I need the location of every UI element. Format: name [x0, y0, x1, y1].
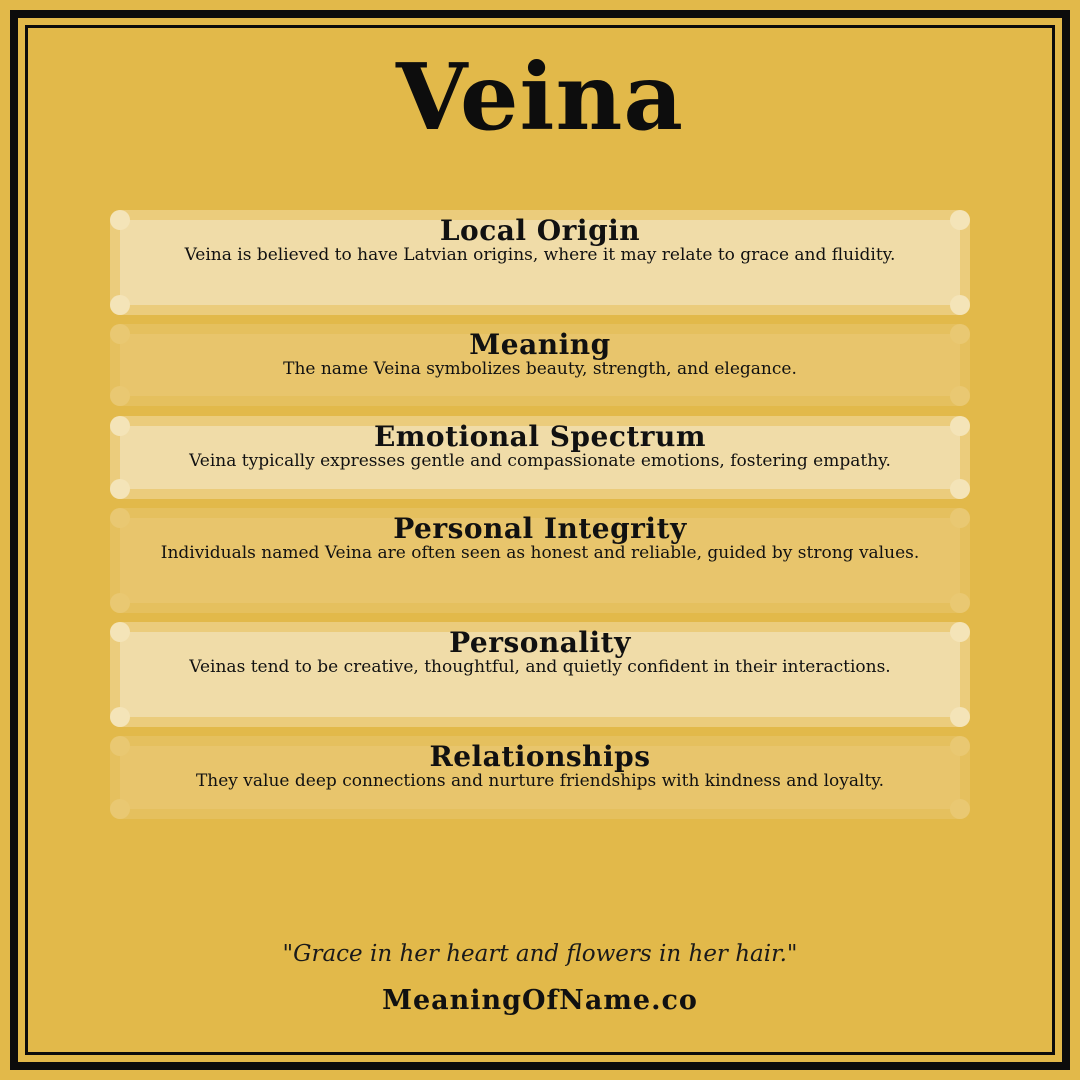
card-emotional-spectrum — [110, 416, 970, 499]
card-personal-integrity — [110, 508, 970, 613]
corner-dot — [110, 386, 130, 406]
card-local-origin — [110, 210, 970, 315]
corner-dot — [950, 799, 970, 819]
corner-dot — [950, 593, 970, 613]
card-text: Veina typically expresses gentle and compassionate emotions, fostering empathy. — [189, 451, 891, 471]
site-name: MeaningOfName.co — [382, 985, 698, 1016]
corner-dot — [110, 799, 130, 819]
quote: "Grace in her heart and flowers in her hair." — [282, 941, 798, 967]
corner-dot — [110, 295, 130, 315]
corner-dot — [950, 295, 970, 315]
card-heading: Relationships — [429, 740, 651, 773]
card-text: The name Veina symbolizes beauty, strength, and elegance. — [283, 359, 797, 379]
card-heading: Emotional Spectrum — [373, 420, 707, 453]
card-text: They value deep connections and nurture friendships with kindness and loyalty. — [195, 771, 885, 791]
card-heading: Local Origin — [439, 214, 641, 247]
corner-dot — [950, 386, 970, 406]
page-title: Veina — [396, 43, 684, 151]
corner-dot — [950, 479, 970, 499]
corner-dot — [110, 593, 130, 613]
card-text: Veina is believed to have Latvian origins, where it may relate to grace and fluidity. — [184, 245, 896, 265]
corner-dot — [110, 707, 130, 727]
card-meaning — [110, 324, 970, 406]
corner-dot — [110, 479, 130, 499]
card-heading: Meaning — [469, 328, 611, 361]
card-relationships — [110, 736, 970, 819]
card-heading: Personality — [449, 626, 631, 659]
corner-dot — [950, 707, 970, 727]
card-text: Veinas tend to be creative, thoughtful, and quietly confident in their interactions. — [189, 657, 891, 677]
card-personality — [110, 622, 970, 727]
card-text: Individuals named Veina are often seen as honest and reliable, guided by strong values. — [160, 543, 920, 563]
card-heading: Personal Integrity — [393, 512, 687, 545]
